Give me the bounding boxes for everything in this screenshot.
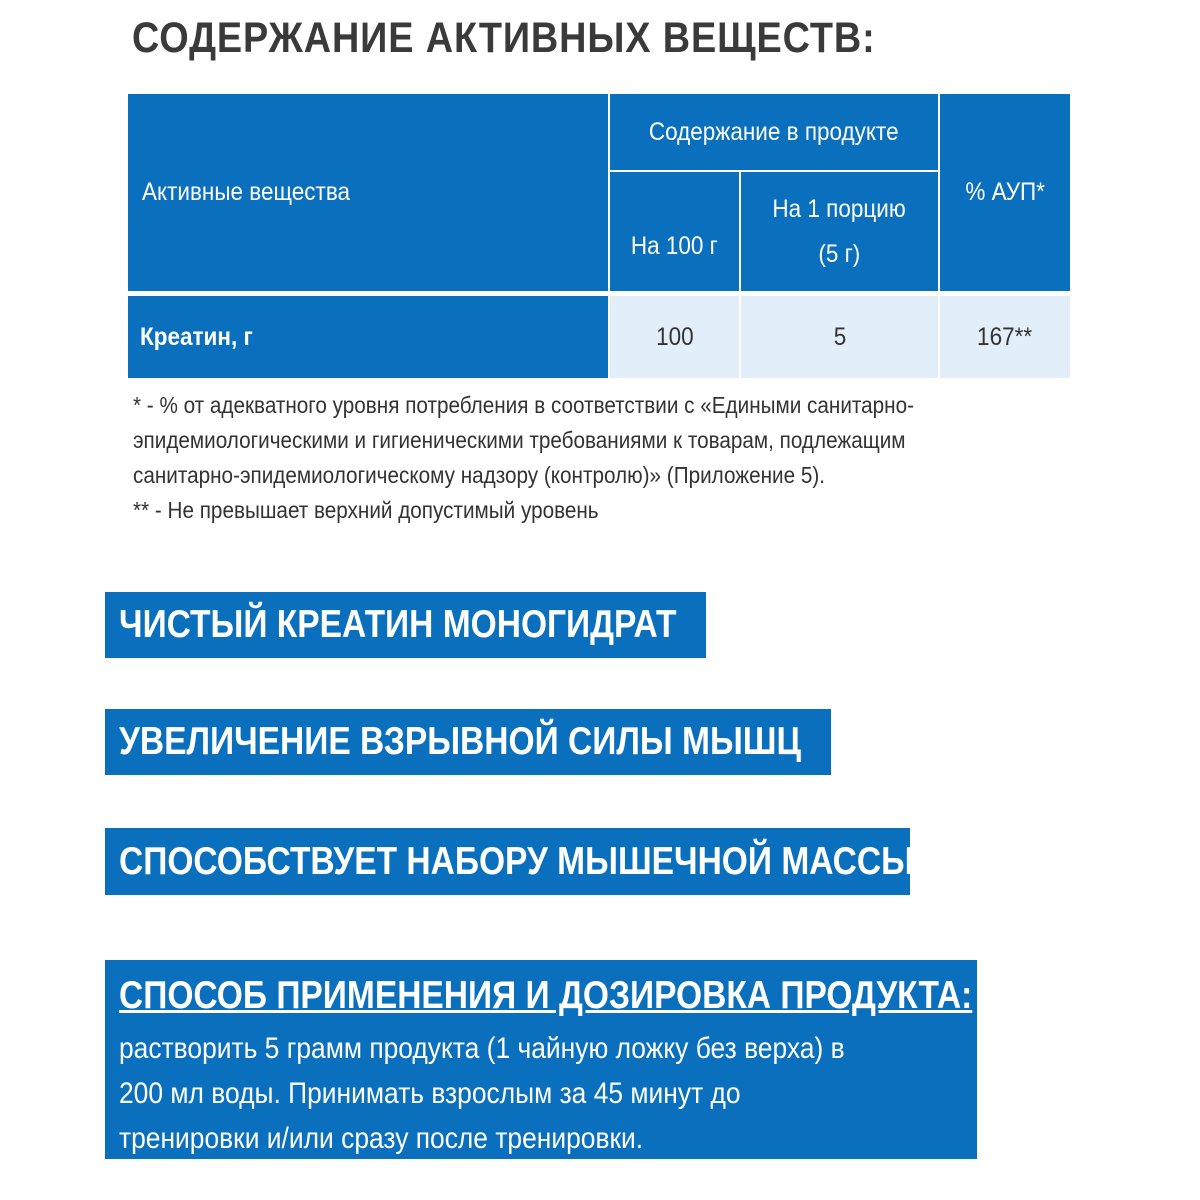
banner-pure-creatine-text: ЧИСТЫЙ КРЕАТИН МОНОГИДРАТ bbox=[119, 603, 677, 646]
header-per-100g bbox=[610, 172, 739, 291]
header-active-substances-label: Активные вещества bbox=[142, 178, 351, 206]
row-creatine-aup-value: 167** bbox=[977, 322, 1033, 351]
footnotes bbox=[133, 388, 1093, 528]
row-creatine-per-portion-value: 5 bbox=[833, 322, 846, 351]
row-creatine-per100-value: 100 bbox=[655, 322, 694, 351]
header-aup bbox=[940, 94, 1070, 291]
footnote-line-1: * - % от адекватного уровня потребления в соответствии с «Едиными санитарно- bbox=[133, 392, 915, 418]
footnote-line-4: ** - Не превышает верхний допустимый уровень bbox=[133, 497, 599, 523]
header-per-portion-line1: На 1 порцию bbox=[772, 194, 907, 223]
banner-explosive-strength bbox=[105, 709, 831, 775]
page-title: СОДЕРЖАНИЕ АКТИВНЫХ ВЕЩЕСТВ: bbox=[132, 14, 876, 62]
banner-muscle-mass-text: СПОСОБСТВУЕТ НАБОРУ МЫШЕЧНОЙ МАССЫ bbox=[119, 839, 914, 883]
banner-muscle-mass bbox=[105, 828, 914, 895]
banner-pure-creatine bbox=[105, 592, 706, 658]
header-per-100g-label: На 100 г bbox=[630, 232, 719, 260]
row-creatine-aup bbox=[940, 296, 1070, 378]
header-content-label: Содержание в продукте bbox=[649, 117, 899, 146]
footnote-line-2: эпидемиологическими и гигиеническими требованиями к товарам, подлежащим bbox=[133, 427, 906, 453]
header-active-substances bbox=[128, 94, 608, 291]
banner-explosive-strength-text: УВЕЛИЧЕНИЕ ВЗРЫВНОЙ СИЛЫ МЫШЦ bbox=[119, 720, 802, 763]
row-creatine-name bbox=[128, 296, 608, 378]
usage-line-2: 200 мл воды. Принимать взрослым за 45 минут до bbox=[119, 1077, 741, 1110]
header-per-portion-line2: (5 г) bbox=[818, 239, 861, 268]
header-aup-label: % АУП* bbox=[965, 178, 1045, 206]
usage-line-1: растворить 5 грамм продукта (1 чайную ложку без верха) в bbox=[119, 1032, 845, 1065]
row-creatine-per100 bbox=[610, 296, 739, 378]
usage-section bbox=[105, 960, 977, 1159]
footnote-line-3: санитарно-эпидемиологическому надзору (контролю)» (Приложение 5). bbox=[133, 462, 826, 488]
header-content-in-product bbox=[610, 94, 938, 170]
usage-line-3: тренировки и/или сразу после тренировки. bbox=[119, 1122, 644, 1155]
row-creatine-name-label: Креатин, г bbox=[140, 322, 253, 351]
usage-text bbox=[119, 1026, 977, 1161]
header-per-portion bbox=[741, 172, 938, 291]
usage-title: СПОСОБ ПРИМЕНЕНИЯ И ДОЗИРОВКА ПРОДУКТА: bbox=[119, 974, 973, 1017]
nutrition-table bbox=[128, 94, 1070, 378]
row-creatine-per-portion bbox=[741, 296, 938, 378]
